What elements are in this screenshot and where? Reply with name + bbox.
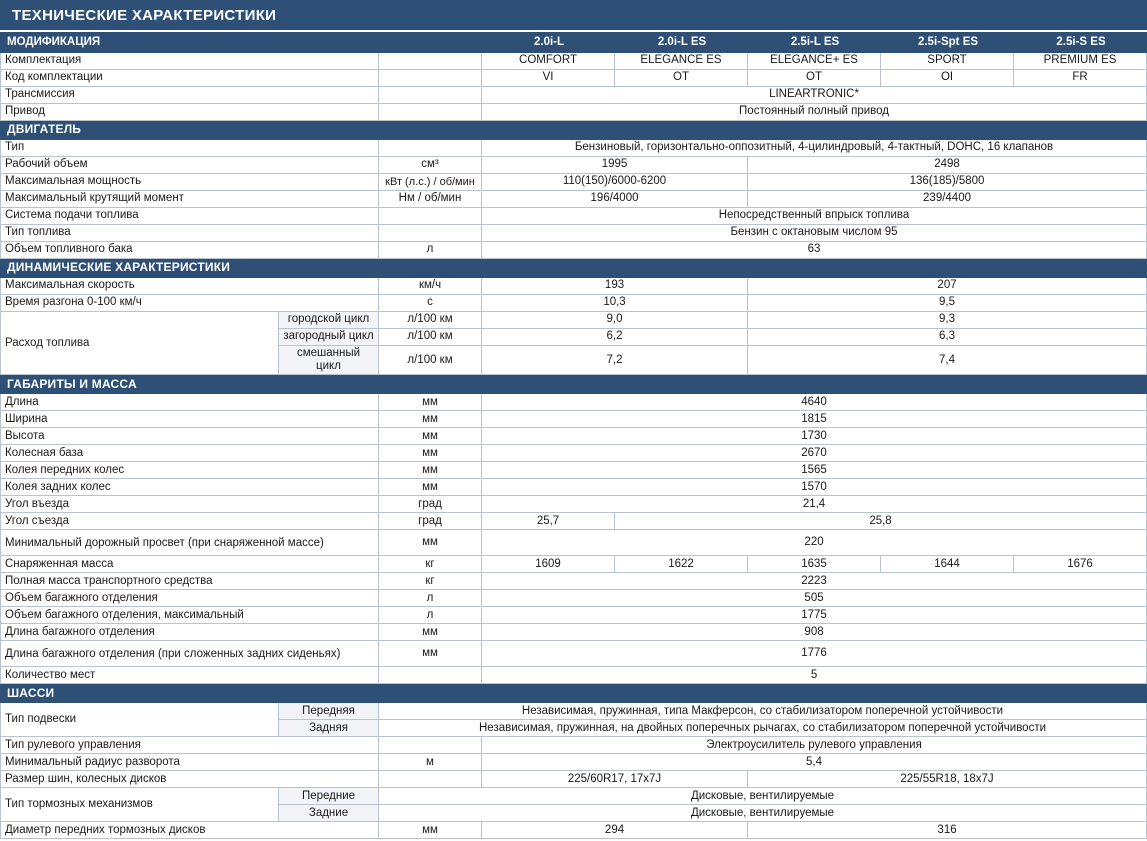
row-value: 1775: [482, 607, 1147, 624]
row-unit: л: [379, 590, 482, 607]
row-label: Колея задних колес: [1, 479, 379, 496]
section-header-dimensions: [1, 375, 1147, 394]
row-label: Объем багажного отделения, максимальный: [1, 607, 379, 624]
row-label: Максимальная мощность: [1, 174, 379, 191]
row-unit: мм: [379, 428, 482, 445]
section-title: ДВИГАТЕЛЬ: [1, 121, 1147, 140]
row-unit: с: [379, 295, 482, 312]
row-value: 505: [482, 590, 1147, 607]
table-row: [1, 513, 1147, 530]
row-label: Полная масса транспортного средства: [1, 573, 379, 590]
row-label: Объем топливного бака: [1, 242, 379, 259]
row-unit: [379, 208, 482, 225]
row-value: Непосредственный впрыск топлива: [482, 208, 1147, 225]
row-unit: л/100 км: [379, 329, 482, 346]
row-value: 196/4000: [482, 191, 748, 208]
row-value: 1815: [482, 411, 1147, 428]
row-unit: кг: [379, 573, 482, 590]
table-row: [1, 479, 1147, 496]
row-unit: град: [379, 496, 482, 513]
row-unit: км/ч: [379, 278, 482, 295]
row-sublabel: загородный цикл: [279, 329, 379, 346]
table-row: [1, 462, 1147, 479]
row-value: Независимая, пружинная, на двойных поперечных рычагах, со стабилизатором поперечной устойчивости: [379, 720, 1147, 737]
row-unit: [379, 225, 482, 242]
table-row: [1, 703, 1147, 720]
row-label: Высота: [1, 428, 379, 445]
row-value: 1635: [748, 556, 881, 573]
table-row: [1, 641, 1147, 667]
row-value: 1609: [482, 556, 615, 573]
row-label: Время разгона 0-100 км/ч: [1, 295, 379, 312]
row-value: Бензиновый, горизонтально-оппозитный, 4-цилиндровый, 4-тактный, DOHC, 16 клапанов: [482, 140, 1147, 157]
spec-table: [0, 32, 1147, 839]
row-value: LINEARTRONIC*: [482, 87, 1147, 104]
row-unit: Нм / об/мин: [379, 191, 482, 208]
section-title: ШАССИ: [1, 684, 1147, 703]
row-value: Дисковые, вентилируемые: [379, 788, 1147, 805]
section-header-dynamics: [1, 259, 1147, 278]
row-value: 2670: [482, 445, 1147, 462]
row-value: 1730: [482, 428, 1147, 445]
row-unit: м: [379, 754, 482, 771]
row-unit: [379, 70, 482, 87]
row-unit: [379, 667, 482, 684]
row-unit: л/100 км: [379, 346, 482, 375]
table-header-row: [1, 33, 1147, 53]
row-value: VI: [482, 70, 615, 87]
row-unit: мм: [379, 530, 482, 556]
row-label: Тип подвески: [1, 703, 279, 737]
table-row: [1, 394, 1147, 411]
row-value: 2498: [748, 157, 1147, 174]
row-value: 9,0: [482, 312, 748, 329]
table-row: [1, 788, 1147, 805]
header-col-2: 2.5i-L ES: [748, 33, 881, 53]
row-value: 63: [482, 242, 1147, 259]
table-row: [1, 70, 1147, 87]
row-label: Количество мест: [1, 667, 379, 684]
row-label: Трансмиссия: [1, 87, 379, 104]
row-unit: мм: [379, 479, 482, 496]
row-unit: [379, 87, 482, 104]
row-value: OI: [881, 70, 1014, 87]
row-unit: кг: [379, 556, 482, 573]
row-label: Комплектация: [1, 53, 379, 70]
table-row: [1, 737, 1147, 754]
row-value: 136(185)/5800: [748, 174, 1147, 191]
table-row: [1, 607, 1147, 624]
table-row: [1, 556, 1147, 573]
row-value: OT: [615, 70, 748, 87]
row-label: Минимальный радиус разворота: [1, 754, 379, 771]
table-row: [1, 191, 1147, 208]
row-unit: [379, 104, 482, 121]
row-unit: мм: [379, 624, 482, 641]
table-row: [1, 157, 1147, 174]
row-sublabel: Задняя: [279, 720, 379, 737]
row-value: 110(150)/6000-6200: [482, 174, 748, 191]
row-value: Дисковые, вентилируемые: [379, 805, 1147, 822]
row-value: 6,2: [482, 329, 748, 346]
row-label: Угол съезда: [1, 513, 379, 530]
row-value: 25,8: [615, 513, 1147, 530]
row-label: Тип рулевого управления: [1, 737, 379, 754]
row-label: Тип тормозных механизмов: [1, 788, 279, 822]
table-row: [1, 53, 1147, 70]
row-label: Снаряженная масса: [1, 556, 379, 573]
row-value: 1995: [482, 157, 748, 174]
row-label: Минимальный дорожный просвет (при снаряженной массе): [1, 530, 379, 556]
row-value: 1570: [482, 479, 1147, 496]
row-value: 7,2: [482, 346, 748, 375]
table-row: [1, 208, 1147, 225]
row-unit: мм: [379, 462, 482, 479]
table-row: [1, 667, 1147, 684]
row-value: COMFORT: [482, 53, 615, 70]
row-value: 25,7: [482, 513, 615, 530]
table-row: [1, 312, 1147, 329]
table-row: [1, 87, 1147, 104]
table-row: [1, 496, 1147, 513]
table-row: [1, 104, 1147, 121]
row-label: Угол въезда: [1, 496, 379, 513]
row-sublabel: городской цикл: [279, 312, 379, 329]
table-row: [1, 140, 1147, 157]
row-value: PREMIUM ES: [1014, 53, 1147, 70]
row-label: Длина багажного отделения: [1, 624, 379, 641]
row-unit: л: [379, 607, 482, 624]
row-label: Максимальный крутящий момент: [1, 191, 379, 208]
row-label: Рабочий объем: [1, 157, 379, 174]
row-unit: кВт (л.с.) / об/мин: [379, 174, 482, 191]
table-row: [1, 242, 1147, 259]
table-row: [1, 428, 1147, 445]
row-unit: мм: [379, 445, 482, 462]
row-value: 239/4400: [748, 191, 1147, 208]
row-label: Длина: [1, 394, 379, 411]
row-sublabel: Передние: [279, 788, 379, 805]
table-row: [1, 445, 1147, 462]
header-col-1: 2.0i-L ES: [615, 33, 748, 53]
page-title: ТЕХНИЧЕСКИЕ ХАРАКТЕРИСТИКИ: [0, 0, 1147, 30]
row-value: Бензин с октановым числом 95: [482, 225, 1147, 242]
row-value: 1676: [1014, 556, 1147, 573]
row-value: 4640: [482, 394, 1147, 411]
section-title: ГАБАРИТЫ И МАССА: [1, 375, 1147, 394]
table-row: [1, 411, 1147, 428]
row-unit: [379, 140, 482, 157]
row-unit: град: [379, 513, 482, 530]
row-unit: л: [379, 242, 482, 259]
row-unit: см³: [379, 157, 482, 174]
row-value: 9,5: [748, 295, 1147, 312]
row-label: Максимальная скорость: [1, 278, 379, 295]
row-label: Привод: [1, 104, 379, 121]
row-label: Ширина: [1, 411, 379, 428]
row-label: Объем багажного отделения: [1, 590, 379, 607]
row-value: Постоянный полный привод: [482, 104, 1147, 121]
table-row: [1, 573, 1147, 590]
row-value: 1622: [615, 556, 748, 573]
table-row: [1, 624, 1147, 641]
table-row: [1, 822, 1147, 839]
row-label: Тип: [1, 140, 379, 157]
row-unit: [379, 737, 482, 754]
row-value: 294: [482, 822, 748, 839]
row-value: 9,3: [748, 312, 1147, 329]
table-row: [1, 278, 1147, 295]
row-value: ELEGANCE ES: [615, 53, 748, 70]
row-value: Независимая, пружинная, типа Макферсон, со стабилизатором поперечной устойчивости: [379, 703, 1147, 720]
table-row: [1, 530, 1147, 556]
row-label: Код комплектации: [1, 70, 379, 87]
header-col-0: 2.0i-L: [482, 33, 615, 53]
row-unit: [379, 53, 482, 70]
row-value: 220: [482, 530, 1147, 556]
row-value: 7,4: [748, 346, 1147, 375]
section-title: ДИНАМИЧЕСКИЕ ХАРАКТЕРИСТИКИ: [1, 259, 1147, 278]
header-col-4: 2.5i-S ES: [1014, 33, 1147, 53]
section-header-chassis: [1, 684, 1147, 703]
row-unit: мм: [379, 394, 482, 411]
row-value: 5: [482, 667, 1147, 684]
row-unit: мм: [379, 822, 482, 839]
table-row: [1, 590, 1147, 607]
header-label: МОДИФИКАЦИЯ: [1, 33, 482, 53]
row-value: 908: [482, 624, 1147, 641]
row-unit: мм: [379, 641, 482, 667]
table-row: [1, 295, 1147, 312]
row-value: 5,4: [482, 754, 1147, 771]
section-header-engine: [1, 121, 1147, 140]
row-value: 225/55R18, 18x7J: [748, 771, 1147, 788]
row-value: OT: [748, 70, 881, 87]
row-value: SPORT: [881, 53, 1014, 70]
row-unit: мм: [379, 411, 482, 428]
row-value: 193: [482, 278, 748, 295]
row-value: 6,3: [748, 329, 1147, 346]
table-row: [1, 754, 1147, 771]
row-value: 316: [748, 822, 1147, 839]
row-unit: [379, 771, 482, 788]
row-value: 21,4: [482, 496, 1147, 513]
table-row: [1, 771, 1147, 788]
row-value: 207: [748, 278, 1147, 295]
row-label: Диаметр передних тормозных дисков: [1, 822, 379, 839]
row-label: Тип топлива: [1, 225, 379, 242]
row-label: Размер шин, колесных дисков: [1, 771, 379, 788]
row-value: 1776: [482, 641, 1147, 667]
row-value: 225/60R17, 17x7J: [482, 771, 748, 788]
header-col-3: 2.5i-Spt ES: [881, 33, 1014, 53]
row-label: Длина багажного отделения (при сложенных задних сиденьях): [1, 641, 379, 667]
row-value: Электроусилитель рулевого управления: [482, 737, 1147, 754]
row-label: Колея передних колес: [1, 462, 379, 479]
row-value: 2223: [482, 573, 1147, 590]
row-sublabel: Передняя: [279, 703, 379, 720]
row-value: 1644: [881, 556, 1014, 573]
row-label: Расход топлива: [1, 312, 279, 375]
row-label: Система подачи топлива: [1, 208, 379, 225]
row-value: 10,3: [482, 295, 748, 312]
table-row: [1, 225, 1147, 242]
row-label: Колесная база: [1, 445, 379, 462]
row-sublabel: Задние: [279, 805, 379, 822]
row-value: ELEGANCE+ ES: [748, 53, 881, 70]
row-value: FR: [1014, 70, 1147, 87]
row-unit: л/100 км: [379, 312, 482, 329]
row-value: 1565: [482, 462, 1147, 479]
table-row: [1, 174, 1147, 191]
row-sublabel: смешанный цикл: [279, 346, 379, 375]
